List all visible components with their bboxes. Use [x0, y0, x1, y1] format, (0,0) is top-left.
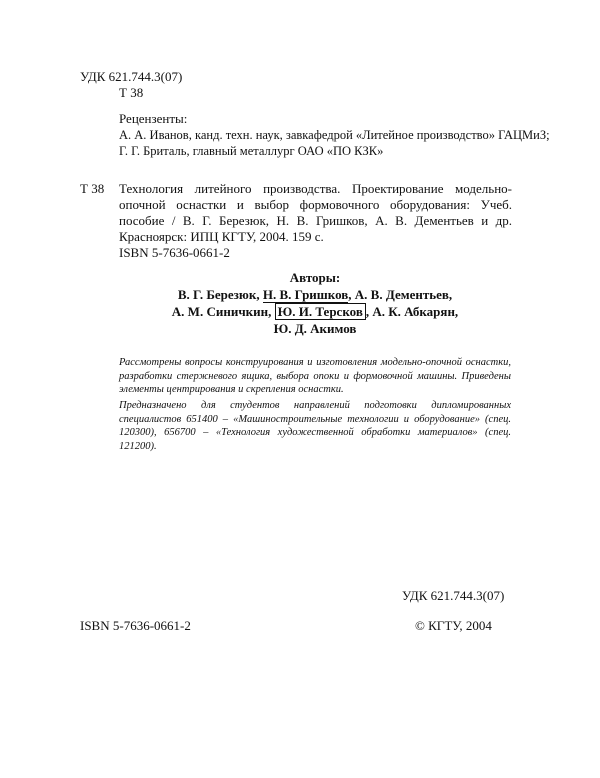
catalog-entry-code: Т 38: [80, 181, 105, 196]
reviewer-line: А. А. Иванов, канд. техн. наук, завкафедрой «Литейное производство» ГАЦМиЗ;: [119, 128, 550, 142]
reviewers-heading: Рецензенты:: [119, 111, 188, 126]
footer-udk: УДК 621.744.3(07): [402, 588, 505, 603]
catalog-entry-text: Технология литейного производства. Проектирование модельно-опочной оснастки и выбор формовочного оборудования: Учеб. пособие / В. Г. Березюк, Н. В. Гришков, А. В. Дементьев и др. Красноярск: ИПЦ КГТУ, 2004. 159 с.: [119, 181, 512, 244]
catalog-isbn: ISBN 5-7636-0661-2: [119, 245, 230, 260]
author-name: , А. В. Дементьев,: [348, 287, 453, 302]
abstract-paragraph: Рассмотрены вопросы конструирования и изготовления модельно-опочной оснастки, разработки стержневого ящика, выбора опоки и формовочной машины. Приведены элементы центрирования и скрепления оснастки.: [119, 357, 511, 395]
author-name: , А. К. Абкарян,: [365, 304, 459, 319]
udk-code: УДК 621.744.3(07): [80, 69, 183, 84]
reviewer-line: Г. Г. Бриталь, главный металлург ОАО «ПО КЗК»: [119, 144, 384, 158]
author-name-boxed: Ю. И. Терсков: [275, 303, 366, 320]
abstract-paragraph: Предназначено для студентов направлений подготовки дипломированных специалистов 651400 – «Машиностроительные технологии и оборудование» (спец. 120300), 656700 – «Технология художественной обработки материалов» (спец. 121200).: [119, 400, 511, 452]
footer-copyright: © КГТУ, 2004: [415, 618, 492, 633]
author-name: А. М. Синичкин,: [171, 304, 275, 319]
catalog-code: Т 38: [119, 85, 144, 100]
authors-line: [120, 287, 510, 303]
author-name: В. Г. Березюк,: [177, 287, 263, 302]
author-name-underlined: Н. В. Гришков: [262, 287, 349, 302]
authors-block: [120, 270, 510, 337]
authors-line: Ю. Д. Акимов: [273, 321, 357, 336]
footer-isbn: ISBN 5-7636-0661-2: [80, 618, 191, 633]
authors-line: [120, 304, 510, 320]
authors-heading: Авторы:: [289, 270, 341, 285]
